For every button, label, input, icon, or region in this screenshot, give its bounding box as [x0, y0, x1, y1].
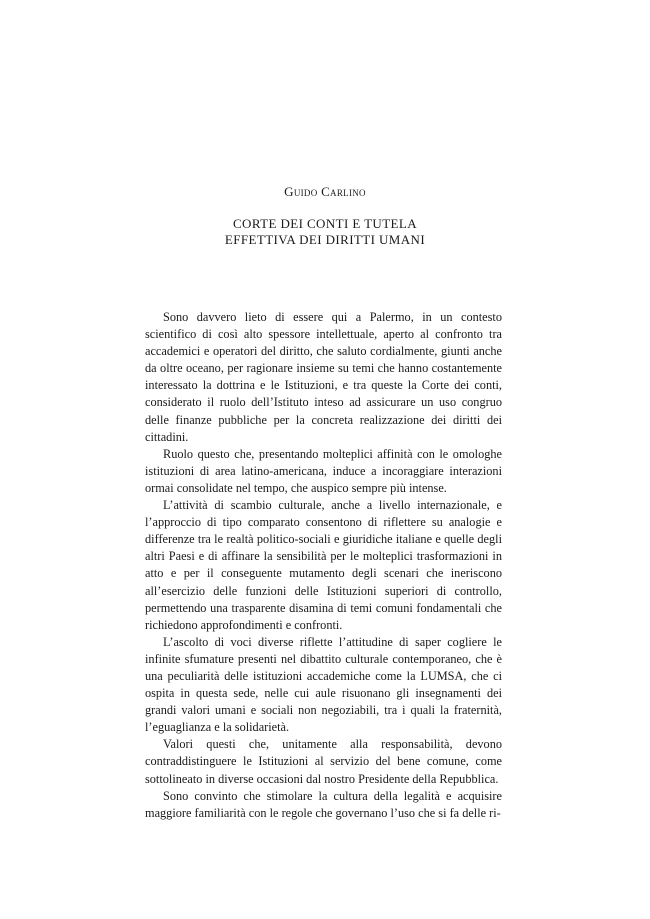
article-title: [0, 216, 650, 248]
author-name: Guido Carlino: [284, 184, 366, 199]
title-line: CORTE DEI CONTI E TUTELA: [232, 216, 418, 231]
paragraph: Valori questi che, unitamente alla responsabilità, devono contraddistinguere le Istituzioni al servizio del bene comune, come sottolineato in diverse occasioni dal nostro Presidente della Repubblica.: [145, 737, 502, 786]
paragraph: L’ascolto di voci diverse riflette l’attitudine di saper cogliere le infinite sfumature presenti nel dibattito culturale contemporaneo, che è una peculiarità delle istituzioni accademiche come la LUMSA, che ci ospita in questa sede, nelle cui aule risuonano gli insegnamenti dei grandi valori umani e sociali non negoziabili, tra i quali la fraternità, l’eguaglianza e la solidarietà.: [145, 634, 502, 735]
paragraph: Ruolo questo che, presentando molteplici affinità con le omologhe istituzioni di area latino-americana, induce a incoraggiare interazioni ormai consolidate nel tempo, che auspico sempre più intense.: [145, 446, 502, 495]
body-text: [145, 309, 502, 822]
paragraph: Sono davvero lieto di essere qui a Palermo, in un contesto scientifico di così alto spessore intellettuale, aperto al confronto tra accademici e operatori del diritto, che saluto cordialmente, giunti anche da oltre oceano, per ragionare insieme su temi che hanno costantemente interessato la dottrina e le Istituzioni, e tra queste la Corte dei conti, considerato il ruolo dell’Istituto inteso ad assicurare un uso congruo delle finanze pubbliche per la concreta realizzazione dei diritti dei cittadini.: [145, 310, 502, 444]
title-line: EFFETTIVA DEI DIRITTI UMANI: [224, 232, 426, 247]
paragraph: L’attività di scambio culturale, anche a livello internazionale, e l’approccio di tipo comparato consentono di riflettere su analogie e differenze tra le realtà politico-sociali e giuridiche italiane e quelle degli altri Paesi e di affinare la sensibilità per le molteplici trasformazioni in atto e per il conseguente mutamento degli scenari che ineriscono all’esercizio delle funzioni delle Istituzioni superiori di controllo, permettendo una trasparente disamina di temi comuni fondamentali che richiedono approfondimenti e confronti.: [145, 498, 502, 632]
paragraph: Sono convinto che stimolare la cultura della legalità e acquisire maggiore familiarità con le regole che governano l’uso che si fa delle ri-: [145, 788, 502, 820]
